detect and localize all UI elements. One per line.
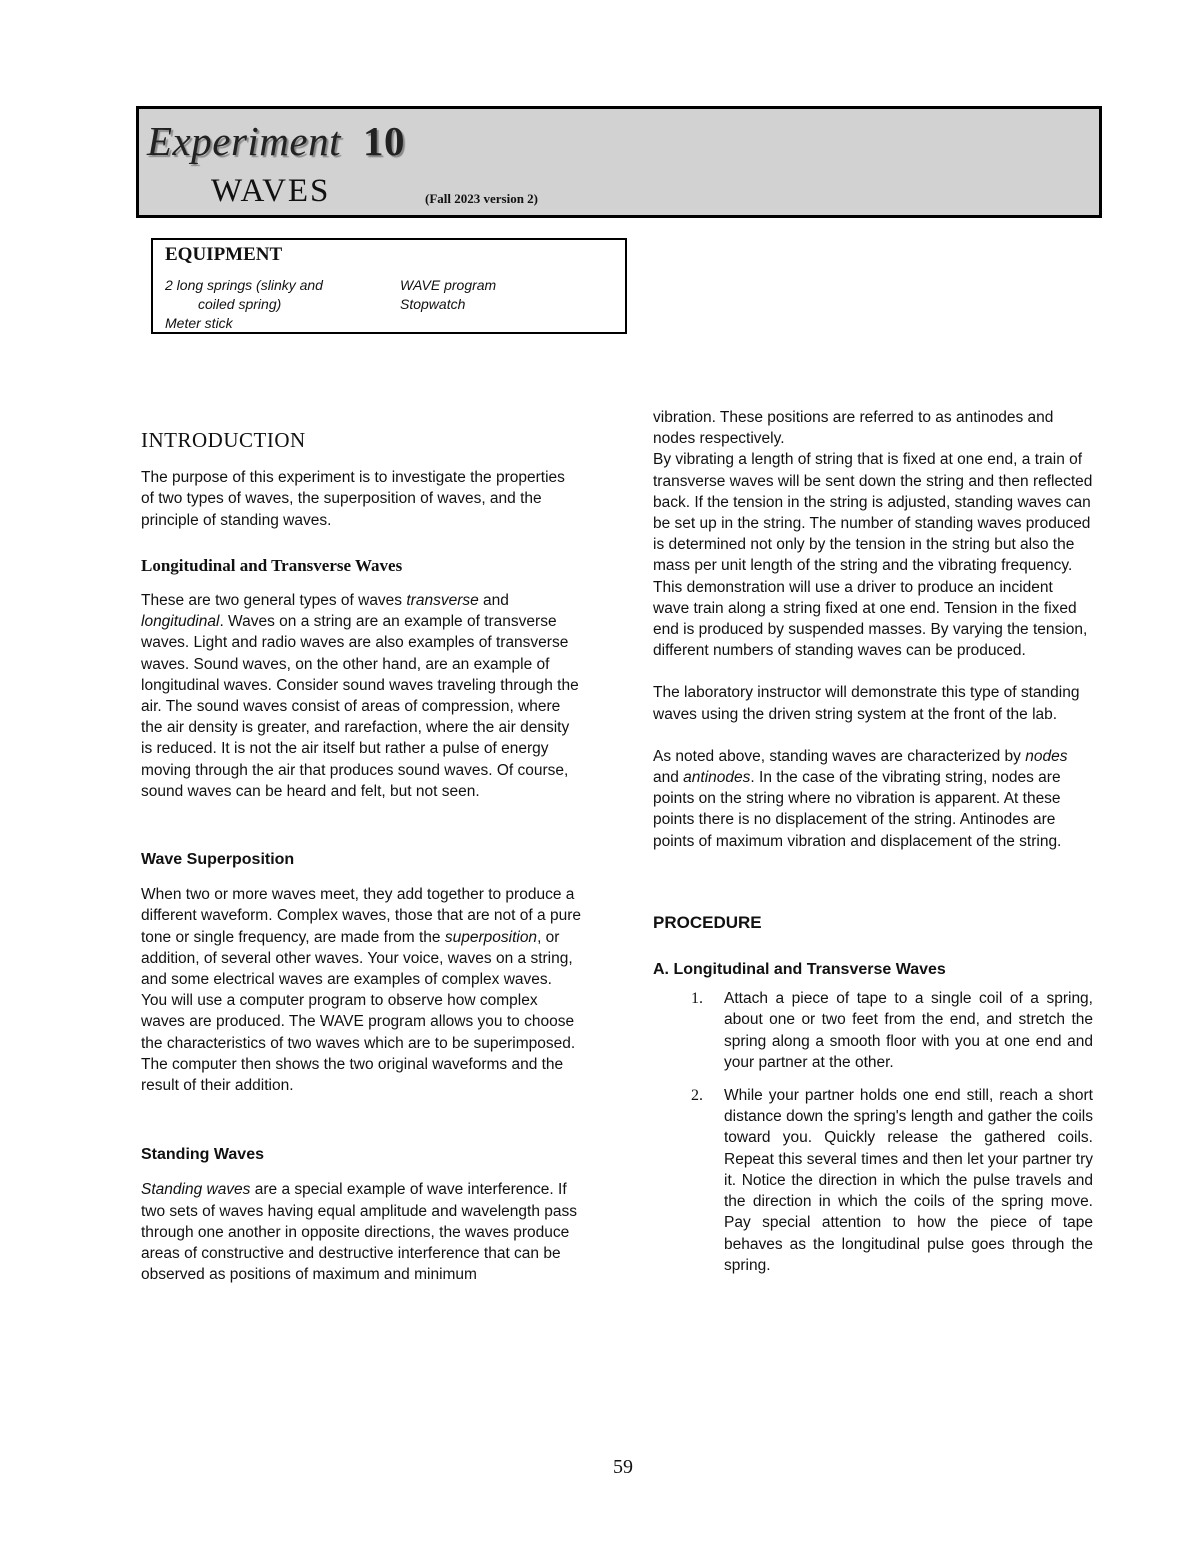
step-text: Attach a piece of tape to a single coil of a spring, about one or two feet from the end, and stretch the spring along a smooth floor with you at one end and your partner at the other. (724, 990, 1093, 1071)
text-run: When two or more waves meet, they add together to produce a different waveform. Complex waves, those that are not of a pure tone or single frequency, are made from the (141, 886, 581, 946)
introduction-heading: INTRODUCTION (141, 428, 306, 452)
text-run: and (653, 769, 684, 787)
standing-waves-heading: Standing Waves (141, 1146, 264, 1164)
experiment-number: 10 (362, 118, 405, 164)
title-banner (136, 106, 1102, 218)
equipment-heading: EQUIPMENT (165, 244, 283, 265)
equipment-item-meter-stick: Meter stick (165, 315, 233, 331)
procedure-heading: PROCEDURE (653, 912, 762, 932)
emphasis-longitudinal: longitudinal (141, 613, 220, 631)
page-number: 59 (613, 1456, 633, 1478)
equipment-item-springs: 2 long springs (slinky and (165, 277, 323, 293)
introduction-text: The purpose of this experiment is to investigate the properties of two types of waves, the superposition of waves, and the principle of standing waves. (141, 469, 565, 529)
text-run: , or addition, of several other waves. Your voice, waves on a string, and some electrical waves are examples of complex waves. You will use a computer program to observe how complex waves are produced. The WAVE program allows you to choose the characteristics of two waves which are to be superimposed. The computer then shows the two original waveforms and the result of their addition. (141, 928, 576, 1095)
equipment-item-springs-cont: coiled spring) (198, 296, 282, 312)
text-run: As noted above, standing waves are characterized by (653, 747, 1026, 765)
longitudinal-transverse-text (141, 590, 581, 802)
demonstration-text: The laboratory instructor will demonstrate this type of standing waves using the driven string system at the front of the lab. (653, 684, 1080, 723)
equipment-item-stopwatch: Stopwatch (400, 296, 466, 312)
standing-waves-text (141, 1179, 581, 1285)
text-run: . In the case of the vibrating string, nodes are points on the string where no vibration is apparent. At these points there is no displacement of the string. Antinodes are points of maximum vibration and displacement of the string. (653, 769, 1062, 850)
step-number: 2. (691, 1087, 703, 1105)
step-text: While your partner holds one end still, reach a short distance down the spring's length and gather the coils toward you. Quickly release the gathered coils. Repeat this several times and then let your partner try it. Notice the direction in which the pulse travels and the direction in which the coils of the spring move. Pay special attention to how the piece of tape behaves as the longitudinal pulse goes through the spring. (724, 1087, 1093, 1274)
version-label: (Fall 2023 version 2) (425, 191, 539, 206)
procedure-step (653, 988, 1093, 1073)
emphasis-superposition: superposition (444, 928, 538, 946)
emphasis-transverse: transverse (406, 592, 479, 610)
procedure-steps (653, 988, 1093, 1276)
nodes-antinodes-text (653, 746, 1093, 852)
page-title: WAVES (211, 173, 331, 209)
emphasis-antinodes: antinodes (683, 769, 751, 787)
equipment-box (151, 238, 627, 334)
text-run: . Waves on a string are an example of transverse waves. Light and radio waves are also examples of transverse waves. Sound waves, on the other hand, are an example of longitudinal waves. Consider sound waves traveling through the air. The sound waves consist of areas of compression, where the air density is greater, and rarefaction, where the air density is reduced. It is not the air itself but rather a pulse of energy moving through the air that produces sound waves. Of course, sound waves can be heard and felt, but not seen. (141, 613, 579, 800)
procedure-subheading: A. Longitudinal and Transverse Waves (653, 961, 946, 979)
standing-waves-text-cont: vibration. These positions are referred to as antinodes and nodes respectively. (653, 409, 1054, 448)
text-run: These are two general types of waves (141, 592, 407, 610)
experiment-label (147, 117, 405, 165)
step-number: 1. (691, 990, 703, 1008)
emphasis-nodes: nodes (1025, 747, 1068, 765)
longitudinal-transverse-heading: Longitudinal and Transverse Waves (141, 555, 403, 575)
emphasis-standing-waves: Standing waves (141, 1181, 251, 1199)
equipment-item-wave-program: WAVE program (400, 277, 497, 293)
wave-superposition-text (141, 884, 581, 1096)
experiment-word: Experiment (147, 118, 341, 164)
vibrating-string-text: By vibrating a length of string that is fixed at one end, a train of transverse waves will be sent down the string and then reflected back. If the tension in the string is adjusted, standing waves can be set up in the string. The number of standing waves produced is determined not only by the tension in the string but also the mass per unit length of the string and the vibrating frequency. This demonstration will use a driver to produce an incident wave train along a string fixed at one end. Tension in the fixed end is produced by suspended masses. By varying the tension, different numbers of standing waves can be produced. (653, 451, 1093, 660)
right-column (653, 407, 1093, 1276)
wave-superposition-heading: Wave Superposition (141, 851, 295, 869)
left-column (141, 430, 581, 1286)
procedure-step (653, 1085, 1093, 1276)
text-run: and (478, 592, 509, 610)
text-run: are a special example of wave interference. If two sets of waves having equal amplitude and wavelength pass through one another in opposite directions, the waves produce areas of constructive and destructive interference that can be observed as positions of maximum and minimum (141, 1181, 577, 1284)
